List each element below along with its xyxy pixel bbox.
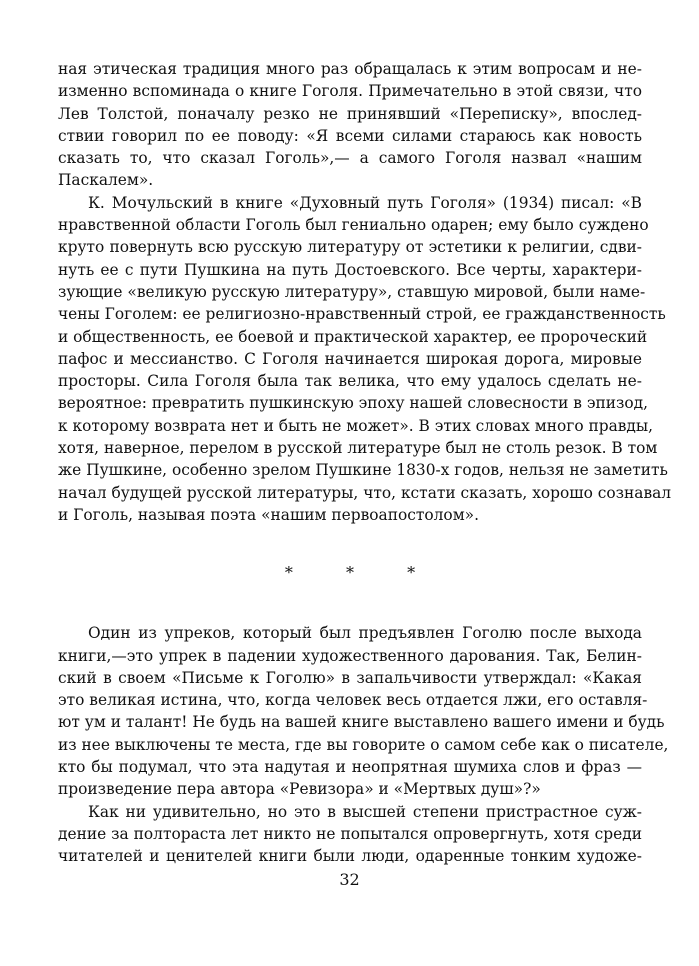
- text-line: ский в своем «Письме к Гоголю» в запальчивости утверждал: «Какая: [58, 668, 642, 687]
- text-line: из нее выключены те места, где вы говорите о самом себе как о писателе,: [58, 735, 669, 754]
- text-line: читателей и ценителей книги были люди, одаренные тонким художе-: [58, 847, 642, 866]
- text-line: ная этическая традиция много раз обращалась к этим вопросам и не-: [58, 60, 642, 78]
- text-line: же Пушкине, особенно зрелом Пушкине 1830-х годов, нельзя не заметить: [58, 461, 668, 480]
- text-line: к которому возврата нет и быть не может». В этих словах много правды,: [58, 416, 654, 435]
- text-line: круто повернуть всю русскую литературу от эстетики к религии, сдви-: [58, 238, 642, 257]
- text-line: дение за полтораста лет никто не попытался опровергнуть, хотя среди: [58, 824, 642, 843]
- text-line: и Гоголь, называя поэта «нашим первоапостолом».: [58, 505, 479, 524]
- text-line: зующие «великую русскую литературу», ставшую мировой, были наме-: [58, 282, 646, 301]
- text-line: Один из упреков, который был предъявлен Гоголю после выхода: [88, 624, 642, 643]
- text-line: ствии говорил по ее поводу: «Я всеми силами стараюсь как новость: [58, 126, 642, 145]
- paragraph: [58, 801, 642, 868]
- text-line: Лев Толстой, поначалу резко не принявший «Переписку», впослед-: [58, 104, 642, 123]
- text-line: кто бы подумал, что эта надутая и неопрятная шумиха слов и фраз —: [58, 758, 642, 777]
- text-line: нуть ее с пути Пушкина на путь Достоевского. Все черты, характери-: [58, 260, 642, 279]
- text-line: книги,—это упрек в падении художественного дарования. Так, Белин-: [58, 646, 642, 665]
- text-line: хотя, наверное, перелом в русской литературе был не столь резок. В том: [58, 439, 658, 458]
- text-line: и общественность, ее боевой и практической характер, ее пророческий: [58, 327, 648, 346]
- paragraph: [58, 622, 669, 800]
- text-line: чены Гоголем: ее религиозно-нравственный строй, ее гражданственность: [58, 305, 666, 324]
- section-separator: * * *: [284, 563, 440, 583]
- page-number: 32: [339, 870, 360, 889]
- text-line: сказать то, что сказал Гоголь»,— а самого Гоголя назвал «нашим: [58, 149, 642, 168]
- text-line: Как ни удивительно, но это в высшей степени пристрастное суж-: [88, 802, 642, 821]
- body-text: [58, 58, 672, 868]
- text-line: пафос и мессианство. С Гоголя начинается широкая дорога, мировые: [58, 349, 642, 368]
- text-line: произведение пера автора «Ревизора» и «Мертвых душ»?»: [58, 780, 541, 799]
- text-line: Паскалем».: [58, 171, 154, 190]
- text-line: начал будущей русской литературы, что, кстати сказать, хорошо сознавал: [58, 483, 672, 502]
- text-line: нравственной области Гоголь был гениально одарен; ему было суждено: [58, 216, 649, 235]
- text-line: К. Мочульский в книге «Духовный путь Гоголя» (1934) писал: «В: [88, 193, 642, 212]
- text-line: ют ум и талант! Не будь на вашей книге выставлено вашего имени и будь: [58, 713, 665, 732]
- paragraph: [58, 192, 672, 526]
- text-line: это великая истина, что, когда человек весь отдается лжи, его оставля-: [58, 691, 648, 710]
- text-line: изменно вспоминада о книге Гоголя. Примечательно в этой связи, что: [58, 82, 642, 101]
- paragraph: [58, 58, 642, 192]
- text-line: вероятное: превратить пушкинскую эпоху нашей словесности в эпизод,: [58, 394, 648, 413]
- text-line: просторы. Сила Гоголя была так велика, что ему удалось сделать не-: [58, 372, 642, 391]
